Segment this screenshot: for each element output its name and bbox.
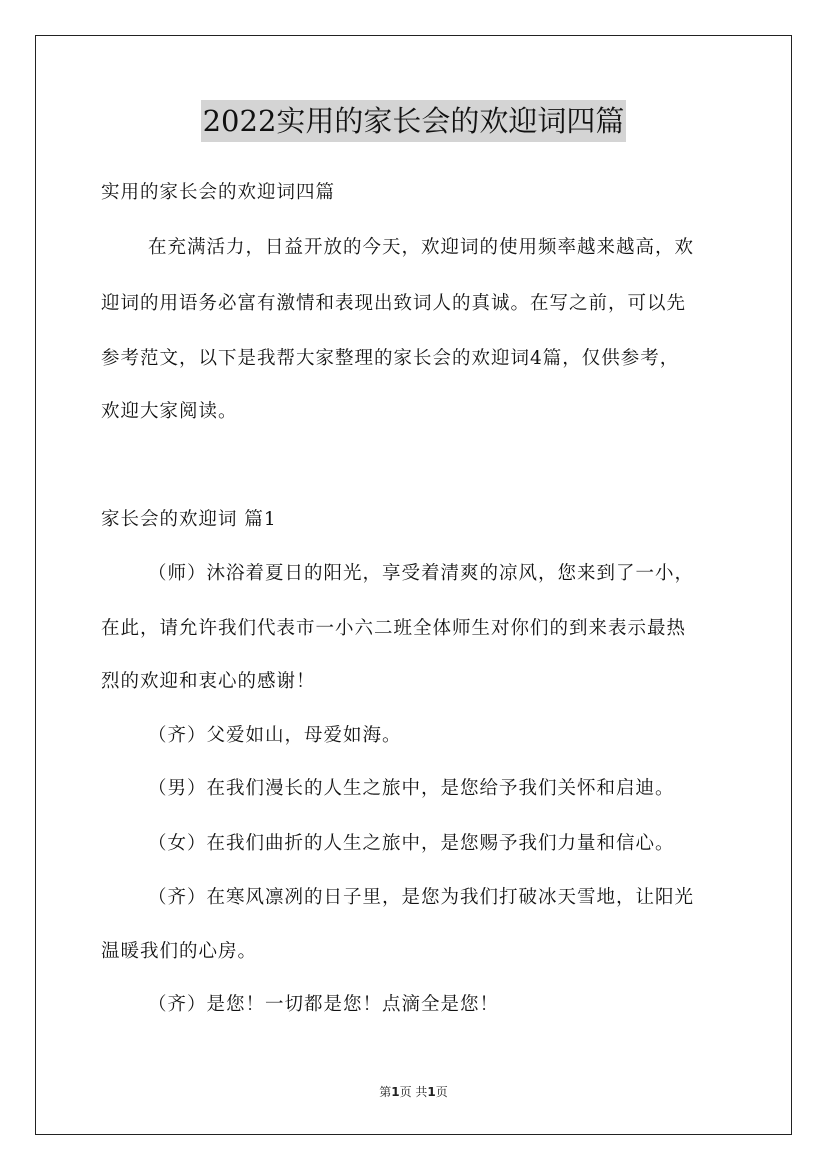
section-line-9: （齐）是您！一切都是您！点滴全是您！ (148, 994, 500, 1015)
footer-prefix: 第 (379, 1085, 392, 1099)
intro-line-4: 欢迎大家阅读。 (101, 401, 238, 422)
footer-page-total: 1 (427, 1085, 436, 1099)
section-line-8: 温暖我们的心房。 (101, 941, 258, 962)
section-line-3: 烈的欢迎和衷心的感谢！ (101, 671, 316, 692)
section-line-2: 在此，请允许我们代表市一小六二班全体师生对你们的到来表示最热 (101, 618, 687, 639)
section-line-7: （齐）在寒风凛冽的日子里，是您为我们打破冰天雪地，让阳光 (148, 887, 695, 908)
document-subtitle: 实用的家长会的欢迎词四篇 (101, 182, 336, 203)
footer-page-current: 1 (391, 1085, 400, 1099)
intro-line-1: 在充满活力，日益开放的今天，欢迎词的使用频率越来越高，欢 (148, 237, 695, 258)
title-container (0, 100, 827, 142)
intro-line-3: 参考范文，以下是我帮大家整理的家长会的欢迎词4篇，仅供参考， (101, 348, 680, 369)
intro-line-2: 迎词的用语务必富有激情和表现出致词人的真诚。在写之前，可以先 (101, 293, 687, 314)
footer-mid: 页 共 (399, 1085, 428, 1099)
section-line-4: （齐）父爱如山，母爱如海。 (148, 725, 402, 746)
section-line-5: （男）在我们漫长的人生之旅中，是您给予我们关怀和启迪。 (148, 778, 675, 799)
page-footer (0, 1083, 827, 1100)
document-title: 2022实用的家长会的欢迎词四篇 (201, 100, 627, 142)
footer-suffix: 页 (435, 1085, 448, 1099)
section-line-6: （女）在我们曲折的人生之旅中，是您赐予我们力量和信心。 (148, 833, 675, 854)
section-line-1: （师）沐浴着夏日的阳光，享受着清爽的凉风，您来到了一小， (148, 563, 695, 584)
section-heading: 家长会的欢迎词 篇1 (101, 509, 277, 530)
